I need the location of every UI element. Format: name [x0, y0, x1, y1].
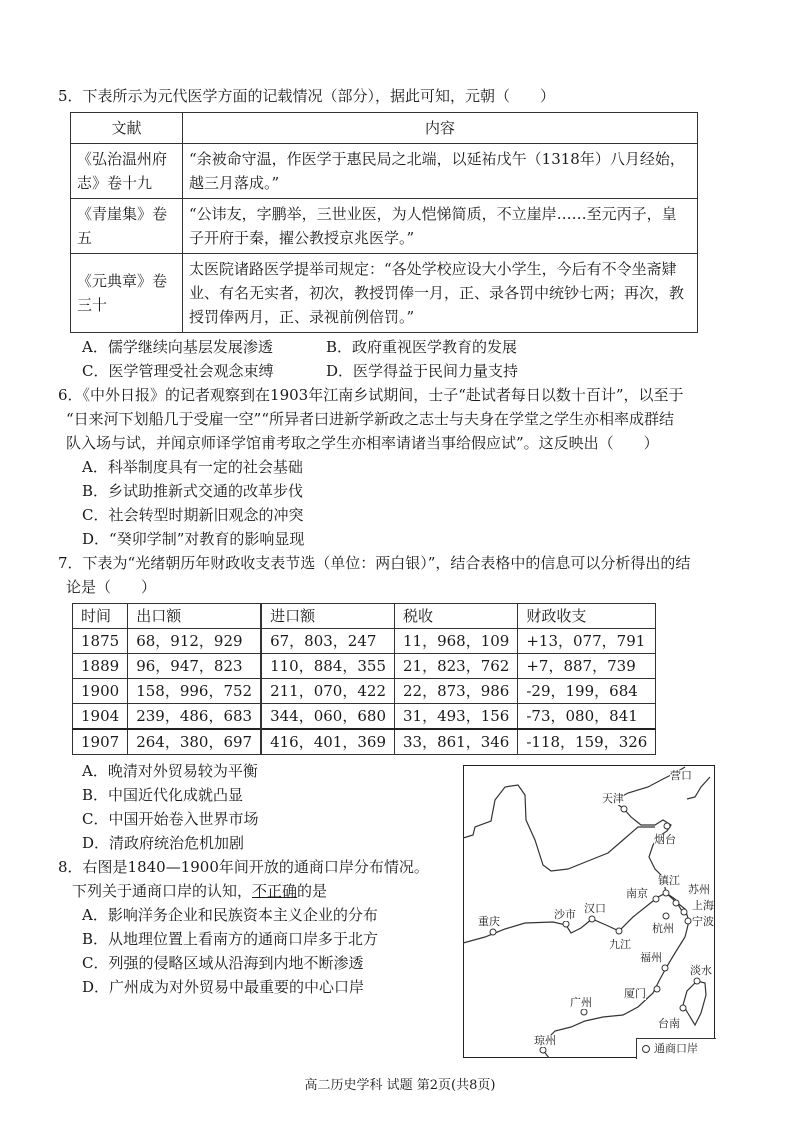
city-label: 营口 [670, 769, 692, 782]
q7-cell: +13，077，791 [518, 629, 656, 654]
q7-q8-text [58, 759, 458, 999]
taiwan [683, 981, 706, 1025]
q7-cell: -73，080，841 [518, 704, 656, 730]
q6-option-b[interactable]: B．乡试助推新式交通的改革步伐 [82, 482, 304, 500]
city-label: 广州 [570, 996, 592, 1009]
page-footer: 高二历史学科 试题 第2页(共8页) [304, 1078, 496, 1093]
port-marker [681, 909, 687, 915]
q5-options [58, 335, 758, 383]
q5-row-source: 《元典章》卷三十 [71, 254, 183, 333]
city-label: 厦门 [624, 987, 646, 1000]
q5-option-d[interactable]: D．医学得益于民间力量支持 [326, 362, 519, 380]
q7-cell: 22，873，986 [395, 679, 518, 704]
treaty-ports-map [463, 765, 715, 1058]
q6-option-d[interactable]: D．“癸卯学制”对教育的影响显现 [82, 530, 305, 548]
q7-table [72, 603, 656, 755]
port-marker [663, 913, 669, 919]
q7-cell: 68，912，929 [128, 629, 261, 654]
q7-header: 进口额 [261, 604, 394, 629]
port-marker [540, 1047, 546, 1053]
q7-cell: 211，070，422 [261, 679, 394, 704]
port-legend-icon [642, 1045, 650, 1053]
q7-cell: 21，823，762 [395, 654, 518, 679]
port-marker [621, 806, 627, 812]
q7-cell: 31，493，156 [395, 704, 518, 730]
port-marker [581, 1009, 587, 1015]
q5-table [70, 112, 698, 333]
city-label: 苏州 [688, 883, 710, 896]
q7-header: 出口额 [128, 604, 261, 629]
port-marker [653, 896, 659, 902]
map-legend-label: 通商口岸 [654, 1042, 698, 1055]
q7-cell: -29，199，684 [518, 679, 656, 704]
q8-option-c[interactable]: C．列强的侵略区域从沿海到内地不断渗透 [82, 954, 364, 972]
q7-cell: 67，803，247 [261, 629, 394, 654]
q8-option-d[interactable]: D．广州成为对外贸易中最重要的中心口岸 [82, 978, 365, 996]
city-label: 台南 [658, 1017, 680, 1030]
port-marker [654, 986, 660, 992]
q7-cell: -118，159，326 [518, 729, 656, 755]
city-label: 杭州 [652, 922, 674, 935]
q7-stem-line: 7．下表为“光绪朝历年财政收支表节选（单位：两白银）”，结合表格中的信息可以分析得出的结 [58, 554, 691, 572]
q8-option-b[interactable]: B．从地理位置上看南方的通商口岸多于北方 [82, 930, 379, 948]
q7-cell: 1904 [73, 704, 128, 730]
q6-stem-line: “日来河下划船几于受雇一空”“所异者曰进新学新政之志士与夫身在学堂之学生亦相率成群结 [66, 410, 675, 428]
q8-stem-line: 8．右图是1840—1900年间开放的通商口岸分布情况。 [58, 858, 429, 876]
q6-stem-line: 6．《中外日报》的记者观察到在1903年江南乡试期间，士子“赴试者每日以数十百计”，以至于 [58, 386, 684, 404]
city-label: 镇江 [658, 874, 680, 887]
city-label: 九江 [609, 938, 631, 951]
q5-row-content: 太医院诸路医学提举司规定：“各处学校应设大小学生，今后有不令坐斋肄业、有名无实者，初次，教授罚俸一月，正、录各罚中统钞七两；再次，教授罚俸两月，正、录视前例倍罚。” [183, 254, 698, 333]
q6-option-a[interactable]: A．科举制度具有一定的社会基础 [82, 458, 303, 476]
q7-option-c[interactable]: C．中国开始卷入世界市场 [82, 810, 259, 828]
q7-cell: 158，996，752 [128, 679, 261, 704]
port-marker [589, 916, 595, 922]
q8-stem-text: 下列关于通商口岸的认知， [72, 882, 253, 900]
q7-cell: 11，968，109 [395, 629, 518, 654]
map-legend [636, 1038, 716, 1059]
city-label: 沙市 [554, 908, 576, 921]
port-marker [662, 965, 668, 971]
q5-stem: 5．下表所示为元代医学方面的记载情况（部分），据此可知，元朝（ ） [58, 87, 556, 105]
city-label: 烟台 [654, 833, 676, 846]
port-marker [673, 900, 679, 906]
q7-cell: 344，060，680 [261, 704, 394, 730]
q6-stem-line: 队入场与试，并闻京师译学馆甫考取之学生亦相率请诸当事给假应试”。这反映出（ ） [66, 434, 659, 452]
city-label: 天津 [602, 792, 624, 805]
yellow-river [463, 785, 655, 871]
q7-option-d[interactable]: D．清政府统治危机加剧 [82, 834, 245, 852]
table-row [73, 729, 656, 755]
q5-row-content: “公讳友，字鹏举，三世业医，为人恺悌简质，不立崖岸……至元丙子，皇子开府于秦，擢公教授京兆医学。” [183, 199, 698, 254]
q5-option-b[interactable]: B．政府重视医学教育的发展 [326, 338, 518, 356]
port-marker [663, 890, 669, 896]
port-marker [685, 918, 691, 924]
port-marker [680, 1005, 686, 1011]
q7-header: 时间 [73, 604, 128, 629]
q5-row-source: 《弘治温州府志》卷十九 [71, 144, 183, 199]
city-label: 上海 [692, 899, 714, 912]
q7-cell: 1900 [73, 679, 128, 704]
city-label: 淡水 [690, 964, 712, 977]
city-label: 宁波 [692, 915, 714, 928]
q7-cell: +7，887，739 [518, 654, 656, 679]
port-marker [490, 929, 496, 935]
q5-option-a[interactable]: A．儒学继续向基层发展渗透 [82, 338, 273, 356]
q5-header-content: 内容 [183, 113, 698, 144]
city-label: 福州 [640, 951, 662, 964]
question-column [58, 84, 758, 1058]
q8-stem-text: 的是 [297, 882, 328, 900]
q7-stem-line: 论是（ ） [66, 578, 157, 596]
port-marker [694, 978, 700, 984]
table-row [73, 704, 656, 730]
q6-option-c[interactable]: C．社会转型时期新旧观念的冲突 [82, 506, 304, 524]
q7-cell: 239，486，683 [128, 704, 261, 730]
q8-option-a[interactable]: A．影响洋务企业和民族资本主义企业的分布 [82, 906, 378, 924]
q7-cell: 264，380，697 [128, 729, 261, 755]
q7-cell: 1889 [73, 654, 128, 679]
q7-cell: 1907 [73, 729, 128, 755]
q5-option-c[interactable]: C．医学管理受社会观念束缚 [82, 362, 274, 380]
q7-cell: 416，401，369 [261, 729, 394, 755]
city-label: 重庆 [478, 915, 500, 928]
q7-cell: 33，861，346 [395, 729, 518, 755]
q5-header-source: 文献 [71, 113, 183, 144]
table-row [73, 629, 656, 654]
q7-option-b[interactable]: B．中国近代化成就凸显 [82, 786, 244, 804]
city-label: 汉口 [584, 902, 606, 915]
q7-option-a[interactable]: A．晚清对外贸易较为平衡 [82, 762, 258, 780]
port-marker [563, 921, 569, 927]
q7-header: 财政收支 [518, 604, 656, 629]
table-row [73, 679, 656, 704]
q8-stem-line [58, 879, 458, 903]
q7-q8-section [58, 759, 758, 1058]
q7-cell: 1875 [73, 629, 128, 654]
city-label: 南京 [626, 887, 648, 900]
q7-header: 税收 [395, 604, 518, 629]
city-label: 琼州 [534, 1034, 556, 1047]
q8-stem-underlined: 不正确 [252, 882, 298, 900]
port-marker [664, 823, 670, 829]
q5-row-source: 《青崖集》卷五 [71, 199, 183, 254]
port-marker [616, 928, 622, 934]
q7-cell: 110，884，355 [261, 654, 394, 679]
q5-row-content: “余被命守温，作医学于惠民局之北端，以延祐戊午（1318年）八月经始，越三月落成。” [183, 144, 698, 199]
table-row [73, 654, 656, 679]
q7-cell: 96，947，823 [128, 654, 261, 679]
